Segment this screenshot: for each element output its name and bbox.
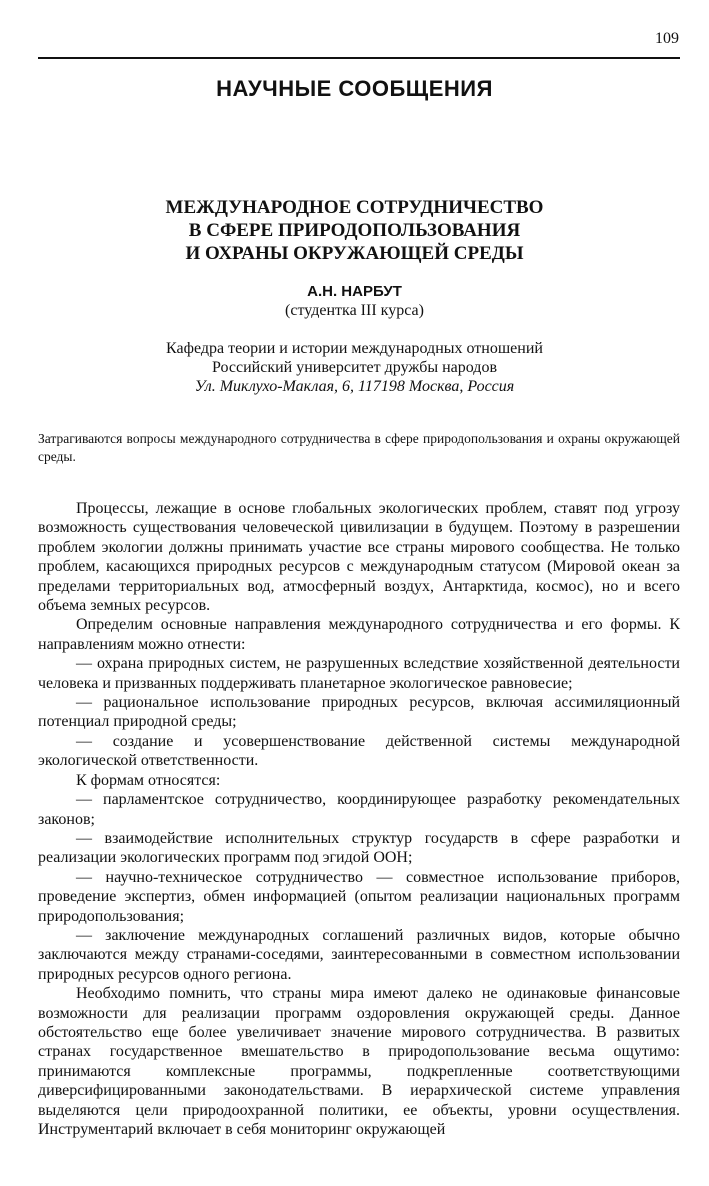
- article-title: [0, 196, 709, 265]
- affiliation: [0, 339, 709, 396]
- affiliation-university: Российский университет дружбы народов: [211, 359, 497, 376]
- abstract: Затрагиваются вопросы международного сотрудничества в сфере природопользования и охраны окружающей среды.: [38, 431, 680, 464]
- affiliation-address: Ул. Миклухо-Маклая, 6, 117198 Москва, Россия: [194, 378, 515, 395]
- list-item-direction: — охрана природных систем, не разрушенных вследствие хозяйственной деятельности человека и призванных поддерживать планетарное экологическое равновесие;: [38, 655, 680, 692]
- author-note: (студентка III курса): [285, 302, 424, 319]
- list-item-direction: — рациональное использование природных ресурсов, включая ассимиляционный потенциал природной среды;: [38, 694, 680, 731]
- affiliation-department: Кафедра теории и истории международных отношений: [166, 340, 543, 357]
- list-item-form: — заключение международных соглашений различных видов, которые обычно заключаются между странами-соседями, заинтересованными в совместном использовании природных ресурсов одного региона.: [38, 926, 680, 983]
- page-number: 109: [655, 30, 679, 47]
- list-item-direction: — создание и усовершенствование действенной системы международной экологической ответственности.: [38, 732, 680, 770]
- list-item-form: — парламентское сотрудничество, координирующее разработку рекомендательных законов;: [38, 791, 680, 828]
- body-paragraph: Процессы, лежащие в основе глобальных экологических проблем, ставят под угрозу возможность существования человеческой цивилизации в будущем. Поэтому в разрешении проблем экологии должны принимать участие все страны мирового сообщества. Не только проблем, касающихся природных ресурсов с международным статусом (Мировой океан за пределами территориальных вод, атмосферный воздух, Антарктида, космос), но и всего объема земных ресурсов.: [38, 500, 680, 615]
- title-line: МЕЖДУНАРОДНОЕ СОТРУДНИЧЕСТВО: [165, 197, 544, 218]
- list-item-form: — взаимодействие исполнительных структур государств в сфере разработки и реализации экологических программ под эгидой ООН;: [38, 829, 680, 867]
- body-paragraph: Необходимо помнить, что страны мира имеют далеко не одинаковые финансовые возможности для реализации программ оздоровления окружающей среды. Данное обстоятельство еще более увеличивает значение мирового сотрудничества. В развитых странах государственное вмешательство в природопользование весьма ощутимо: принимаются комплексные программы, подкрепленные соответствующими диверсифицированными законодательствами. В иерархической системе управления выделяются цели природоохранной политики, ее объекты, уровни осуществления. Инструментарий включает в себя мониторинг окружающей: [38, 985, 680, 1138]
- header-rule: [38, 57, 680, 59]
- title-line: В СФЕРЕ ПРИРОДОПОЛЬЗОВАНИЯ: [188, 220, 521, 241]
- author-name: А.Н. НАРБУТ: [307, 283, 402, 300]
- body-paragraph: Определим основные направления международного сотрудничества и его формы. К направлениям можно отнести:: [38, 616, 680, 653]
- article-body: [38, 499, 680, 1139]
- forms-intro: К формам относятся:: [76, 771, 221, 789]
- list-item-form: — научно-техническое сотрудничество — совместное использование приборов, проведение экспертиз, обмен информацией (опытом реализации национальных программ природопользования;: [38, 868, 680, 925]
- title-line: И ОХРАНЫ ОКРУЖАЮЩЕЙ СРЕДЫ: [185, 243, 524, 264]
- section-heading: НАУЧНЫЕ СООБЩЕНИЯ: [216, 76, 493, 101]
